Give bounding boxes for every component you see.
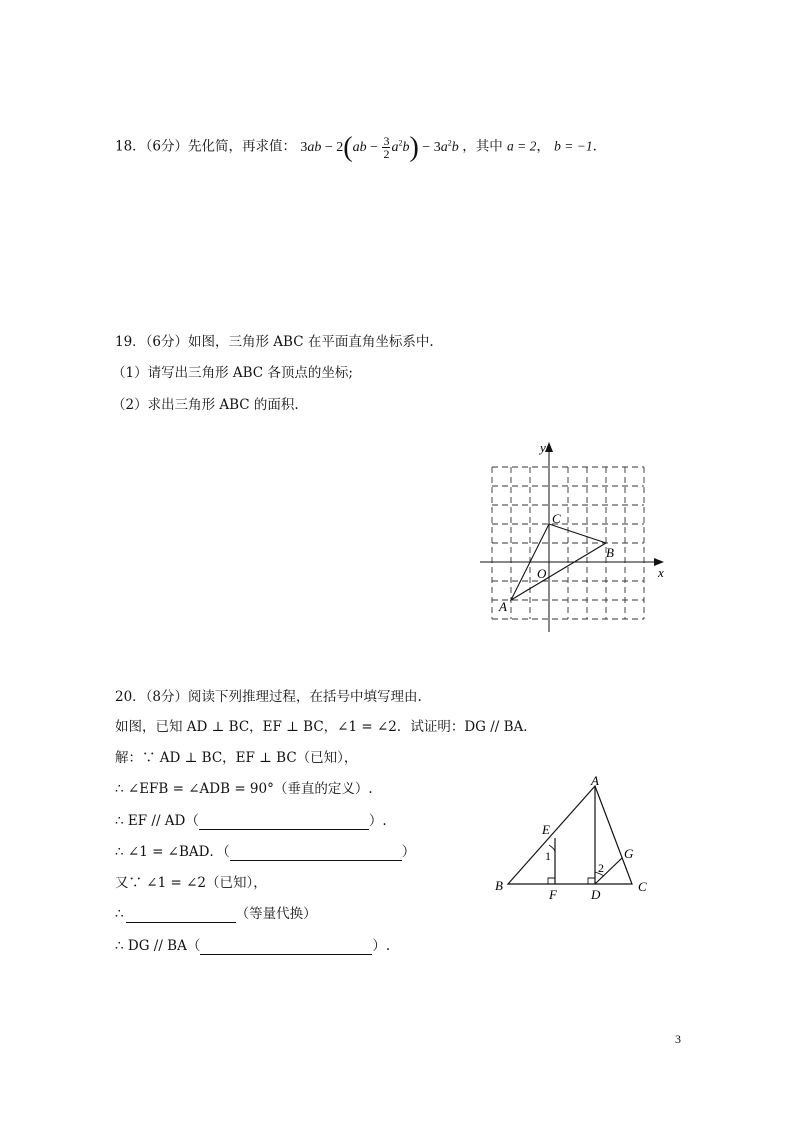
q20-step7-text: ∴ DG // BA（ bbox=[115, 938, 201, 954]
coordinate-grid bbox=[492, 467, 644, 619]
q20-step4 bbox=[115, 843, 415, 861]
point-g-label: G bbox=[624, 846, 634, 861]
x-axis-label: x bbox=[658, 565, 664, 580]
vertex-a-label: A bbox=[499, 599, 507, 614]
q20-step2: ∴ ∠EFB = ∠ADB = 90°（垂直的定义）. bbox=[115, 781, 373, 797]
q20-step7-close: ）. bbox=[372, 938, 391, 954]
q20-step5: 又∵ ∠1 = ∠2（已知）， bbox=[115, 875, 267, 891]
q20-step4-text: ∴ ∠1 = ∠BAD．（ bbox=[115, 844, 230, 860]
q18-label: 18．（6分）先化简，再求值： bbox=[115, 138, 297, 155]
point-f-label: F bbox=[549, 887, 557, 900]
q20-step3-text: ∴ EF // AD（ bbox=[115, 813, 199, 829]
point-c-label: C bbox=[638, 879, 647, 894]
q18-line: 18．（6分）先化简，再求值： 3ab − 2(ab − $\frac{3}{2}$ $a^2b) - 3a^2b$ ，其中 a = 2， b = −1. bbox=[115, 131, 597, 163]
q20-answer-blank-3[interactable] bbox=[126, 908, 236, 923]
q18-b-value: b = −1 bbox=[554, 138, 593, 154]
q20-answer-blank-1[interactable] bbox=[199, 815, 369, 830]
q20-step1: 解：∵ AD ⊥ BC，EF ⊥ BC（已知）， bbox=[115, 750, 358, 766]
q20-given: 如图，已知 AD ⊥ BC，EF ⊥ BC，∠1 = ∠2．试证明：DG // BA． bbox=[115, 719, 537, 735]
triangle-abc-outline bbox=[508, 786, 632, 884]
right-angle-mark-f bbox=[548, 878, 555, 884]
q20-step6-reason: （等量代换） bbox=[235, 906, 317, 922]
q19-part1: （1）请写出三角形 ABC 各顶点的坐标; bbox=[112, 365, 353, 381]
q20-step6 bbox=[115, 905, 317, 923]
q20-step7 bbox=[115, 937, 390, 955]
point-e-label: E bbox=[542, 822, 550, 837]
angle-2-label: 2 bbox=[598, 861, 604, 875]
q20-answer-blank-4[interactable] bbox=[200, 940, 372, 955]
vertex-b-label: B bbox=[606, 545, 614, 560]
q20-title: 20．（8分）阅读下列推理过程，在括号中填写理由. bbox=[115, 689, 422, 705]
origin-label: O bbox=[537, 566, 547, 581]
q19-part2: （2）求出三角形 ABC 的面积. bbox=[112, 397, 299, 413]
q18-where: ，其中 bbox=[462, 138, 503, 155]
q20-step3 bbox=[115, 812, 387, 830]
q19-coordinate-figure bbox=[475, 440, 675, 640]
point-b-label: B bbox=[495, 878, 503, 893]
point-a-label: A bbox=[591, 775, 599, 788]
q20-step3-close: ）. bbox=[368, 813, 387, 829]
vertex-c-label: C bbox=[552, 511, 561, 526]
angle-1-label: 1 bbox=[545, 849, 551, 863]
point-d-label: D bbox=[591, 887, 601, 900]
right-angle-mark-d bbox=[588, 878, 595, 884]
q18-expression: 3ab − 2(ab − $\frac{3}{2}$ $a^2b) - 3a^2b$ bbox=[300, 131, 459, 163]
q20-triangle-figure bbox=[490, 775, 665, 900]
q20-answer-blank-2[interactable] bbox=[230, 846, 402, 861]
q19-title: 19．（6分）如图，三角形 ABC 在平面直角坐标系中. bbox=[115, 334, 434, 350]
y-axis-label: y bbox=[540, 440, 546, 455]
q20-step6-text: ∴ bbox=[115, 906, 124, 922]
page-number: 3 bbox=[675, 1032, 681, 1046]
q18-a-value: a = 2 bbox=[507, 138, 537, 154]
y-axis-arrow bbox=[545, 442, 553, 452]
q20-step4-close: ） bbox=[401, 844, 416, 860]
